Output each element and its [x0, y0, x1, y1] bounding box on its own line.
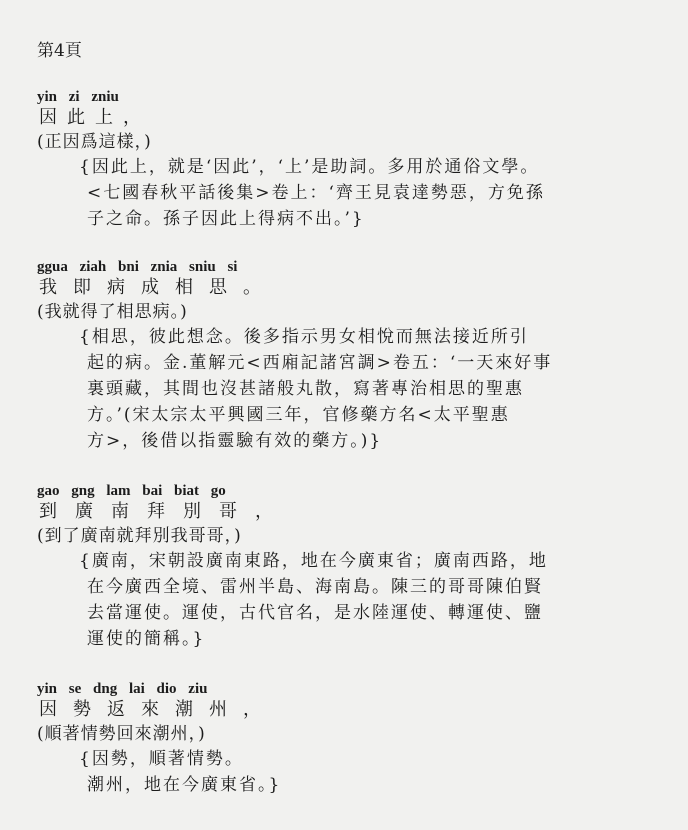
entry-4 — [37, 680, 667, 798]
translation-line: (到了廣南就拜別我哥哥，) — [37, 526, 242, 546]
annotation-line: {因此上，就是‘因此’，‘上’是助詞。多用於通俗文學。 — [79, 157, 540, 177]
romanization-line: ggua ziah bni znia sniu si — [37, 259, 238, 275]
romanization-line: gao gng lam bai biat go — [37, 483, 226, 499]
annotation-line: <七國春秋平話後集>卷上：‘齊王見袁達勢惡，方免孫 — [87, 183, 545, 203]
translation-line: (順著情勢回來潮州，) — [37, 724, 206, 744]
verse-characters: 到廣南拜別哥， — [39, 501, 291, 522]
annotation-line: 方。’(宋太宗太平興國三年，官修藥方名<太平聖惠 — [87, 405, 510, 425]
annotation-line: 潮州，地在今廣東省。} — [87, 775, 282, 795]
verse-characters: 我即病成相思。 — [39, 277, 277, 298]
annotation-line: 去當運使。運使，古代官名，是水陸運使、轉運使、鹽 — [87, 603, 543, 623]
romanization-line: yin zi zniu — [37, 89, 119, 105]
annotation-line: 在今廣西全境、雷州半島、海南島。陳三的哥哥陳伯賢 — [87, 577, 543, 597]
annotation-line: {廣南，宋朝設廣南東路，地在今廣東省；廣南西路，地 — [79, 551, 548, 571]
entry-3 — [37, 482, 667, 652]
annotation-block — [79, 154, 667, 232]
verse-characters: 因此上， — [39, 107, 151, 128]
verse-characters: 因勢返來潮州， — [39, 699, 277, 720]
annotation-line: 運使的簡稱。} — [87, 629, 206, 649]
entry-2 — [37, 258, 667, 454]
annotation-line: {因勢，順著情勢。 — [79, 749, 244, 769]
annotation-block — [79, 746, 667, 798]
annotation-line: 方>，後借以指靈驗有效的藥方。)} — [87, 431, 383, 451]
annotation-line: 裏頭藏，其間也沒甚諸般丸散，寫著專治相思的聖惠 — [87, 379, 524, 399]
entry-1 — [37, 88, 667, 232]
translation-line: (正因爲這樣，) — [37, 132, 152, 152]
annotation-block — [79, 324, 667, 454]
page-header: 第4頁 — [37, 41, 82, 61]
annotation-line: 起的病。金.董解元<西廂記諸宮調>卷五：‘一天來好事 — [87, 353, 553, 373]
annotation-line: {相思，彼此想念。後多指示男女相悅而無法接近所引 — [79, 327, 529, 347]
annotation-block — [79, 548, 667, 652]
annotation-line: 子之命。孫子因此上得病不出。’} — [87, 209, 365, 229]
romanization-line: yin se dng lai dio ziu — [37, 681, 208, 697]
translation-line: (我就得了相思病。) — [37, 302, 188, 322]
